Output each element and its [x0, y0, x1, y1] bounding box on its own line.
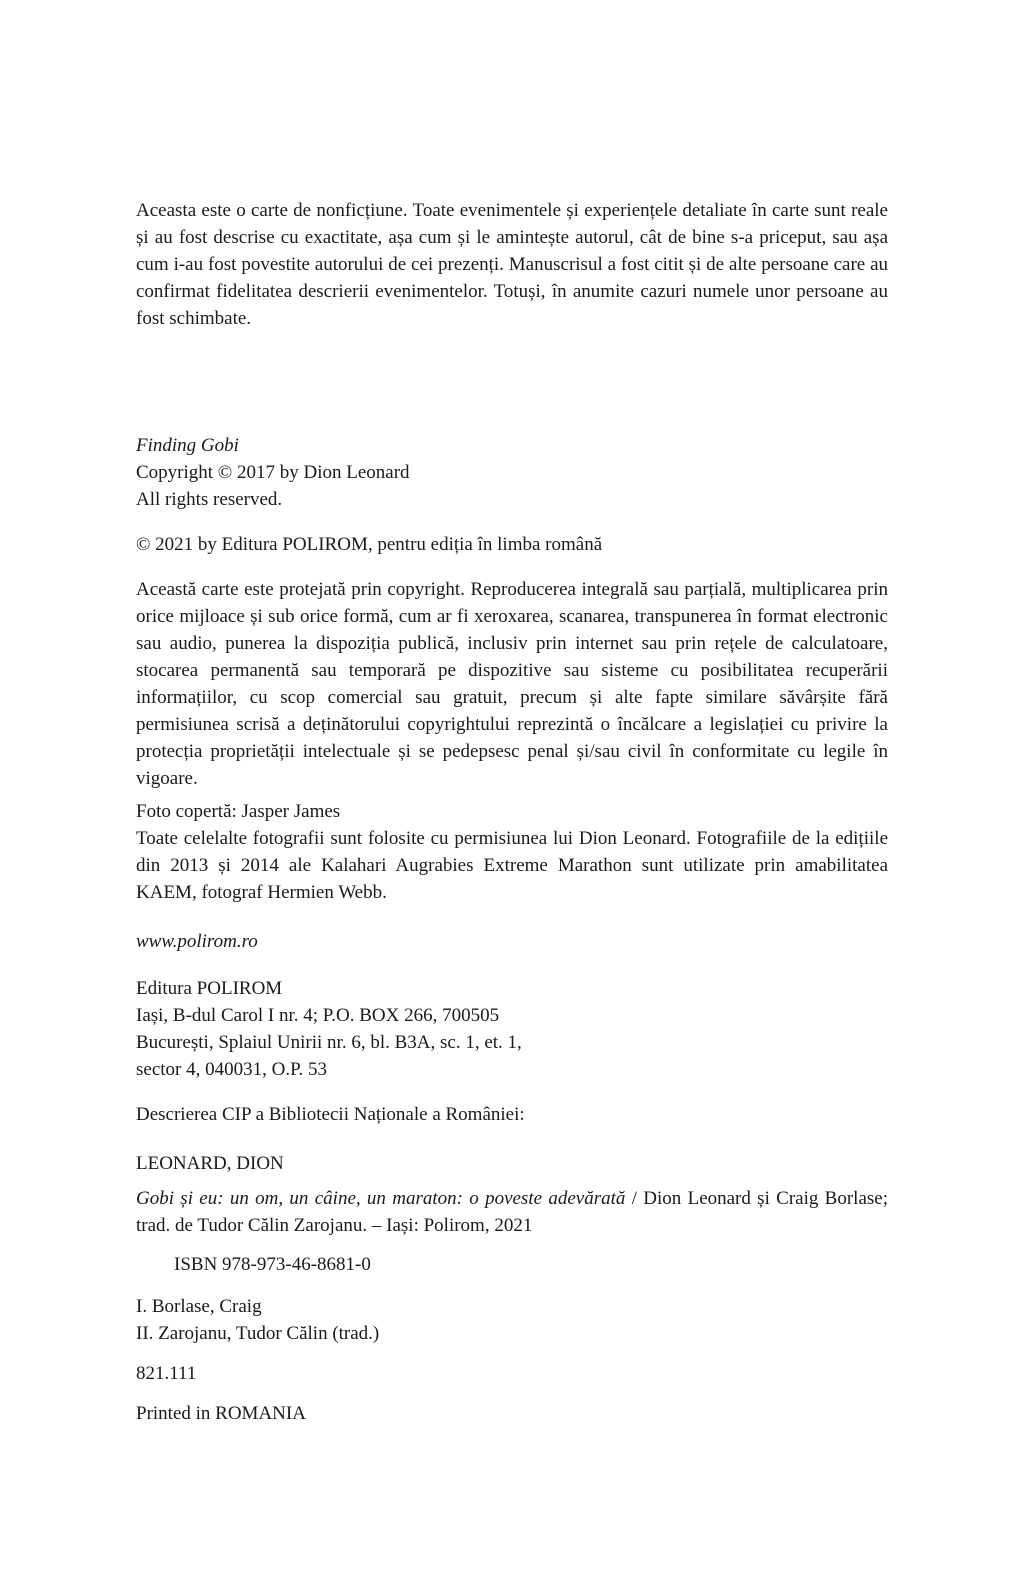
cip-contributor-borlase: I. Borlase, Craig: [136, 1296, 262, 1317]
cip-heading: Descrierea CIP a Bibliotecii Naționale a României:: [136, 1104, 525, 1125]
original-edition-block: [136, 432, 888, 513]
nonfiction-disclaimer: Aceasta este o carte de nonficțiune. Toate evenimentele și experiențele detaliate în carte sunt reale și au fost descrise cu exactitate, așa cum și le amintește autorul, cât de bine s-a priceput, sau așa cum i-au fost povestite autorului de cei prezenți. Manuscrisul a fost citit și de alte persoane care au confirmat fidelitatea descrierii evenimentelor. Totuși, în anumite cazuri numele unor persoane au fost schimbate.: [136, 200, 888, 329]
cip-title-roman: / Dion Leonard și Craig Borlase; trad. de Tudor Călin Zarojanu. – Iași: Polirom, 2021: [136, 1188, 888, 1236]
printed-in-line: Printed in ROMANIA: [136, 1403, 306, 1424]
cip-classification-number: 821.111: [136, 1363, 197, 1384]
publisher-address-bucuresti-line1: București, Splaiul Unirii nr. 6, bl. B3A, sc. 1, et. 1,: [136, 1032, 522, 1053]
other-photo-credits: Toate celelalte fotografii sunt folosite cu permisiunea lui Dion Leonard. Fotografiile de la edițiile din 2013 și 2014 ale Kalahari Augrabies Extreme Marathon sunt utilizate prin amabilitatea KAEM, fotograf Hermien Webb.: [136, 828, 888, 903]
publisher-address-bucuresti-line2: sector 4, 040031, O.P. 53: [136, 1059, 328, 1080]
cip-title-entry: [136, 1185, 888, 1239]
cip-title-italic: Gobi și eu: un om, un câine, un maraton: o poveste adevărată: [136, 1188, 626, 1209]
cip-contributor-zarojanu: II. Zarojanu, Tudor Călin (trad.): [136, 1323, 380, 1344]
romanian-copyright-line: © 2021 by Editura POLIROM, pentru ediția în limba română: [136, 534, 603, 555]
original-copyright-line: Copyright © 2017 by Dion Leonard: [136, 462, 410, 483]
publisher-address-iasi: Iași, B-dul Carol I nr. 4; P.O. BOX 266, 700505: [136, 1005, 500, 1026]
cip-author-entry: LEONARD, DION: [136, 1153, 284, 1174]
original-title: Finding Gobi: [136, 435, 239, 456]
publisher-address-block: [136, 975, 888, 1083]
isbn-line: ISBN 978-973-46-8681-0: [174, 1254, 371, 1275]
all-rights-reserved-line: All rights reserved.: [136, 489, 283, 510]
cip-contributors-block: [136, 1293, 888, 1347]
cover-photo-credit: Foto copertă: Jasper James: [136, 801, 341, 822]
publisher-name: Editura POLIROM: [136, 978, 283, 999]
photo-credits-block: [136, 798, 888, 906]
copyright-notice: Această carte este protejată prin copyright. Reproducerea integrală sau parțială, multiplicarea prin orice mijloace și sub orice formă, cum ar fi xeroxarea, scanarea, transpunerea în format electronic sau audio, punerea la dispoziția publică, inclusiv prin internet sau prin rețele de calculatoare, stocarea permanentă sau temporară pe dispozitive sau sisteme cu posibilitatea recuperării informațiilor, cu scop comercial sau gratuit, precum și alte fapte similare săvârșite fără permisiunea scrisă a deținătorului copyrightului reprezintă o încălcare a legislației cu privire la protecția proprietății intelectuale și se pedepsesc penal și/sau civil în conformitate cu legile în vigoare.: [136, 579, 888, 789]
publisher-website: www.polirom.ro: [136, 931, 258, 952]
